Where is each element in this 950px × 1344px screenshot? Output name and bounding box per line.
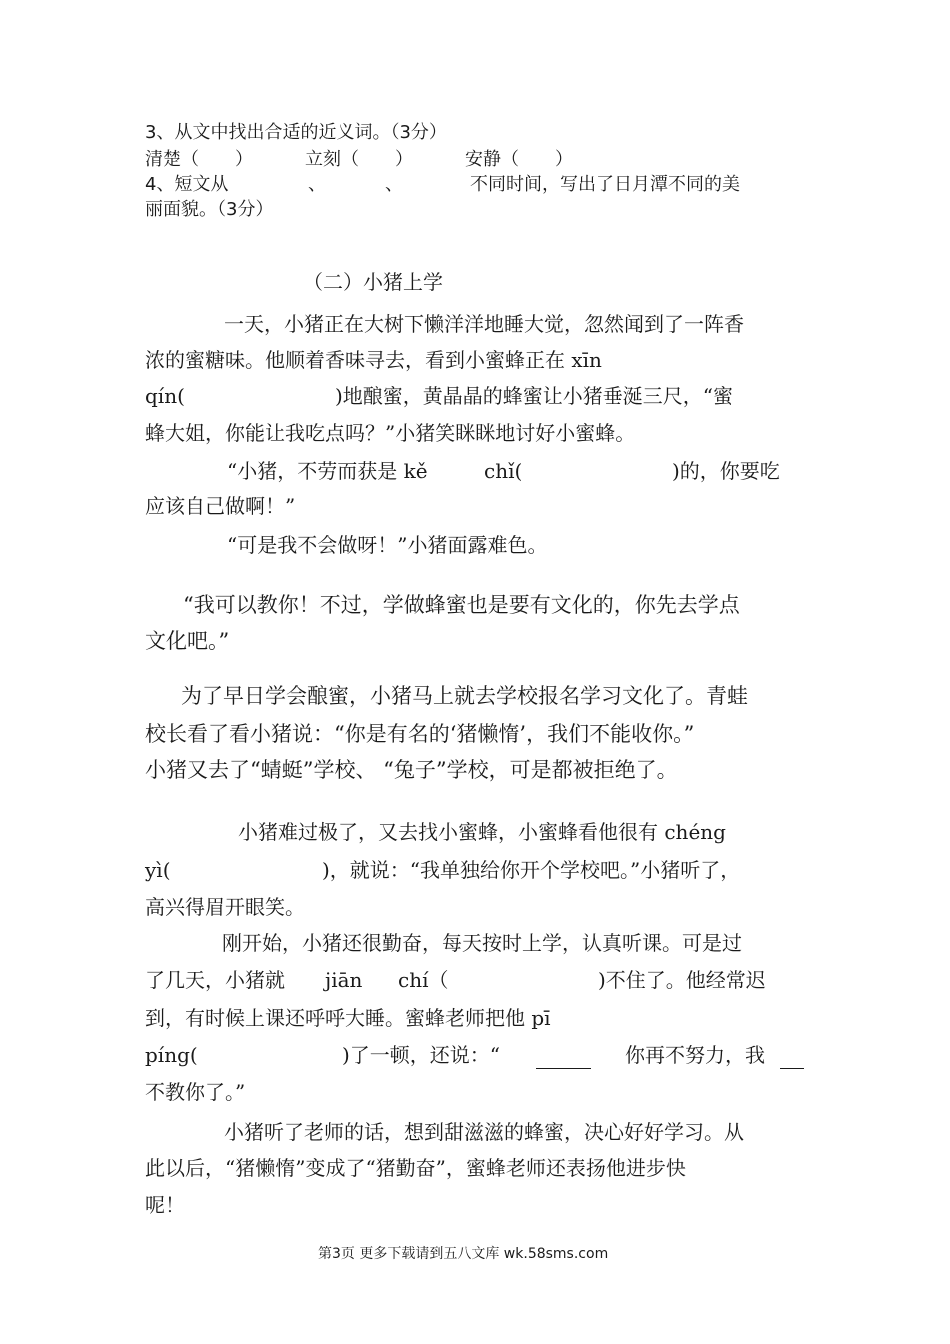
p1-line-3-pinyin: qín( [145,384,185,408]
question-4-sep-2: 、 [385,174,403,195]
p1-line-3: )地酿蜜，黄晶晶的蜂蜜让小猪垂涎三尺，“蜜 [335,384,734,408]
p5-line-3: 小猪又去了“蜻蜓”学校、 “兔子”学校，可是都被拒绝了。 [145,758,678,782]
p7-line-4a: píng( [145,1043,198,1067]
p8-line-3: 呢！ [145,1193,185,1217]
p1-line-4: 蜂大姐，你能让我吃点吗？”小猪笑眯眯地讨好小蜜蜂。 [145,421,636,445]
p6-line-3: 高兴得眉开眼笑。 [145,895,305,919]
p2-line-1a: “小猪，不劳而获是 kě [227,459,428,483]
p8-line-2: 此以后，“猪懒惰”变成了“猪勤奋”，蜜蜂老师还表扬他进步快 [145,1156,686,1180]
p3-line: “可是我不会做呀！”小猪面露难色。 [227,533,548,557]
p7-line-2b: jiān [325,968,363,992]
question-4-start: 4、短文从 [145,174,229,195]
p8-line-1: 小猪听了老师的话，想到甜滋滋的蜂蜜，决心好好学习。从 [224,1120,744,1144]
question-4-line-2: 丽面貌。（3分） [145,199,274,220]
question-4-end: 不同时间，写出了日月潭不同的美 [470,174,740,195]
fill-blank-2 [780,1068,804,1069]
p7-line-5: 不教你了。” [145,1080,246,1104]
p7-line-4c: 你再不努力，我 [625,1043,765,1067]
p5-line-1: 为了早日学会酿蜜，小猪马上就去学校报名学习文化了。青蛙 [181,684,748,708]
page-footer: 第3页 更多下载请到五八文库 wk.58sms.com [318,1246,609,1262]
question-4-sep-1: 、 [308,174,326,195]
p5-line-2: 校长看了看小猪说：“你是有名的‘猪懒惰’，我们不能收你。” [145,722,695,746]
fill-blank-1 [536,1068,591,1069]
question-3: 3、从文中找出合适的近义词。（3分） [145,122,447,143]
p7-line-2d: )不住了。他经常迟 [598,968,766,992]
p2-line-2: 应该自己做啊！” [145,494,296,518]
q3-pair-2: 立刻（ ） [305,149,413,170]
p2-line-1c: )的，你要吃 [672,459,780,483]
p6-line-2: )，就说：“我单独给你开个学校吧。”小猪听了， [322,858,741,882]
story-title: （二）小猪上学 [303,270,443,294]
p4-line-1: “我可以教你！不过，学做蜂蜜也是要有文化的，你先去学点 [183,593,740,617]
p6-line-1: 小猪难过极了，又去找小蜜蜂，小蜜蜂看他很有 chéng [238,820,726,844]
p1-line-1: 一天，小猪正在大树下懒洋洋地睡大觉，忽然闻到了一阵香 [224,312,744,336]
p7-line-2c: chí（ [398,968,449,992]
q3-pair-3: 安静（ ） [465,149,573,170]
p4-line-2: 文化吧。” [145,629,230,653]
p7-line-2a: 了几天，小猪就 [145,968,285,992]
p7-line-4b: )了一顿，还说：“ [342,1043,501,1067]
p7-line-1: 刚开始，小猪还很勤奋，每天按时上学，认真听课。可是过 [222,931,742,955]
p7-line-3: 到，有时候上课还呼呼大睡。蜜蜂老师把他 pī [145,1006,551,1030]
p6-line-2-pinyin: yì( [145,858,171,882]
q3-pair-1: 清楚（ ） [145,149,253,170]
p2-line-1b: chǐ( [484,459,523,483]
p1-line-2: 浓的蜜糖味。他顺着香味寻去，看到小蜜蜂正在 xīn [145,348,602,372]
